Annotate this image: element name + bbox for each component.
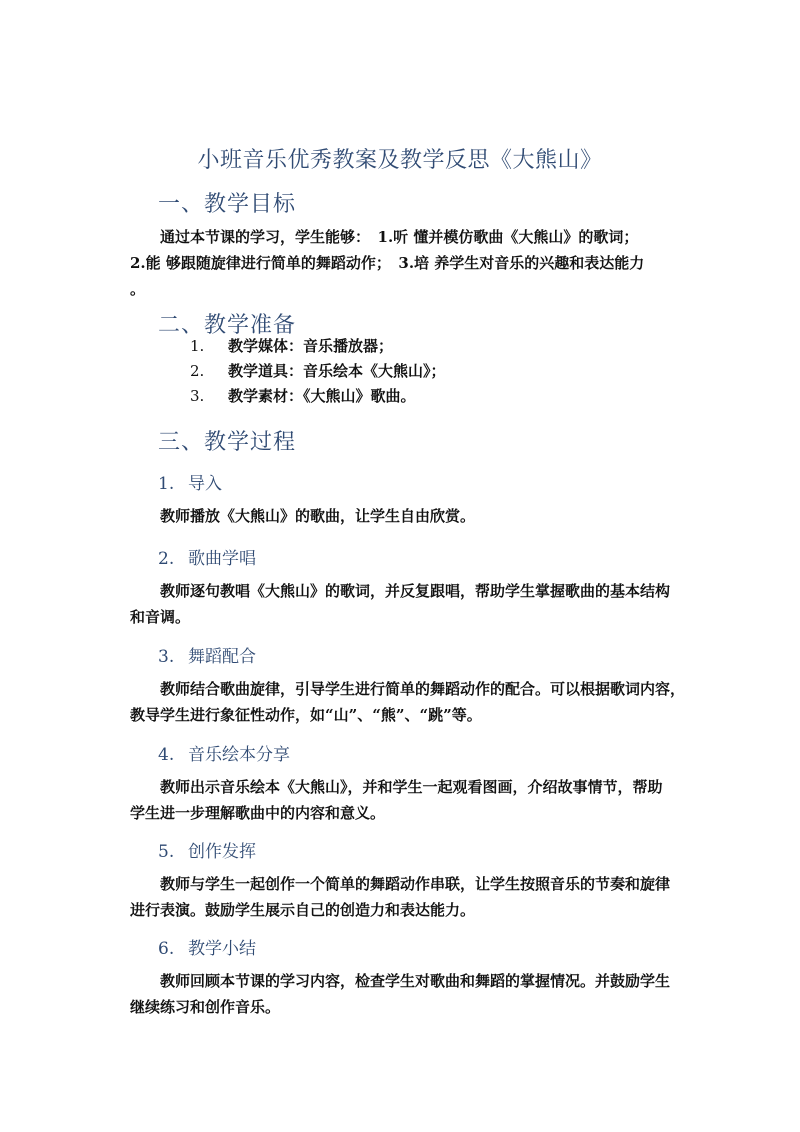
prep-list xyxy=(190,334,446,409)
step-paragraph-4: 教师出示音乐绘本《大熊山》，并和学生一起观看图画，介绍故事情节，帮助 学生进一步理解歌曲中的内容和意义。 xyxy=(130,778,663,822)
list-item: 2. 教学道具：音乐绘本《大熊山》； xyxy=(190,362,446,380)
step-paragraph-6: 教师回顾本节课的学习内容，检查学生对歌曲和舞蹈的掌握情况。并鼓励学生 继续练习和创作音乐。 xyxy=(130,972,671,1016)
step-heading-2: 2. 歌曲学唱 xyxy=(158,549,256,569)
document-title: 小班音乐优秀教案及教学反思《大熊山》 xyxy=(197,148,603,173)
step-paragraph-5: 教师与学生一起创作一个简单的舞蹈动作串联，让学生按照音乐的节奏和旋律 进行表演。鼓励学生展示自己的创造力和表达能力。 xyxy=(130,875,671,919)
step-paragraph-3: 教师结合歌曲旋律，引导学生进行简单的舞蹈动作的配合。可以根据歌词内容， 教导学生进行象征性动作，如“山”、“熊”、“跳”等。 xyxy=(130,680,686,724)
step-heading-1: 1. 导入 xyxy=(158,474,222,494)
step-heading-5: 5. 创作发挥 xyxy=(158,842,256,862)
step-heading-6: 6. 教学小结 xyxy=(158,939,256,959)
section-heading-goals: 一、教学目标 xyxy=(158,192,297,217)
section-heading-prep: 二、教学准备 xyxy=(158,313,297,338)
step-heading-3: 3. 舞蹈配合 xyxy=(158,647,256,667)
step-paragraph-2: 教师逐句教唱《大熊山》的歌词，并反复跟唱，帮助学生掌握歌曲的基本结构 和音调。 xyxy=(130,582,671,626)
list-item: 1. 教学媒体：音乐播放器； xyxy=(190,337,394,355)
goals-line-2: 2.能 够跟随旋律进行简单的舞蹈动作； 3.培 养学生对音乐的兴趣和表达能力 xyxy=(130,254,645,272)
step-heading-4: 4. 音乐绘本分享 xyxy=(158,745,290,765)
goals-line-1: 通过本节课的学习，学生能够： 1.听 懂并模仿歌曲《大熊山》的歌词； xyxy=(160,228,639,246)
step-paragraph-1: 教师播放《大熊山》的歌曲，让学生自由欣赏。 xyxy=(160,507,476,525)
list-item: 3. 教学素材：《大熊山》歌曲。 xyxy=(190,387,416,405)
goals-paragraph xyxy=(130,224,730,302)
goals-line-3: 。 xyxy=(130,280,146,298)
section-heading-process: 三、教学过程 xyxy=(158,430,297,455)
